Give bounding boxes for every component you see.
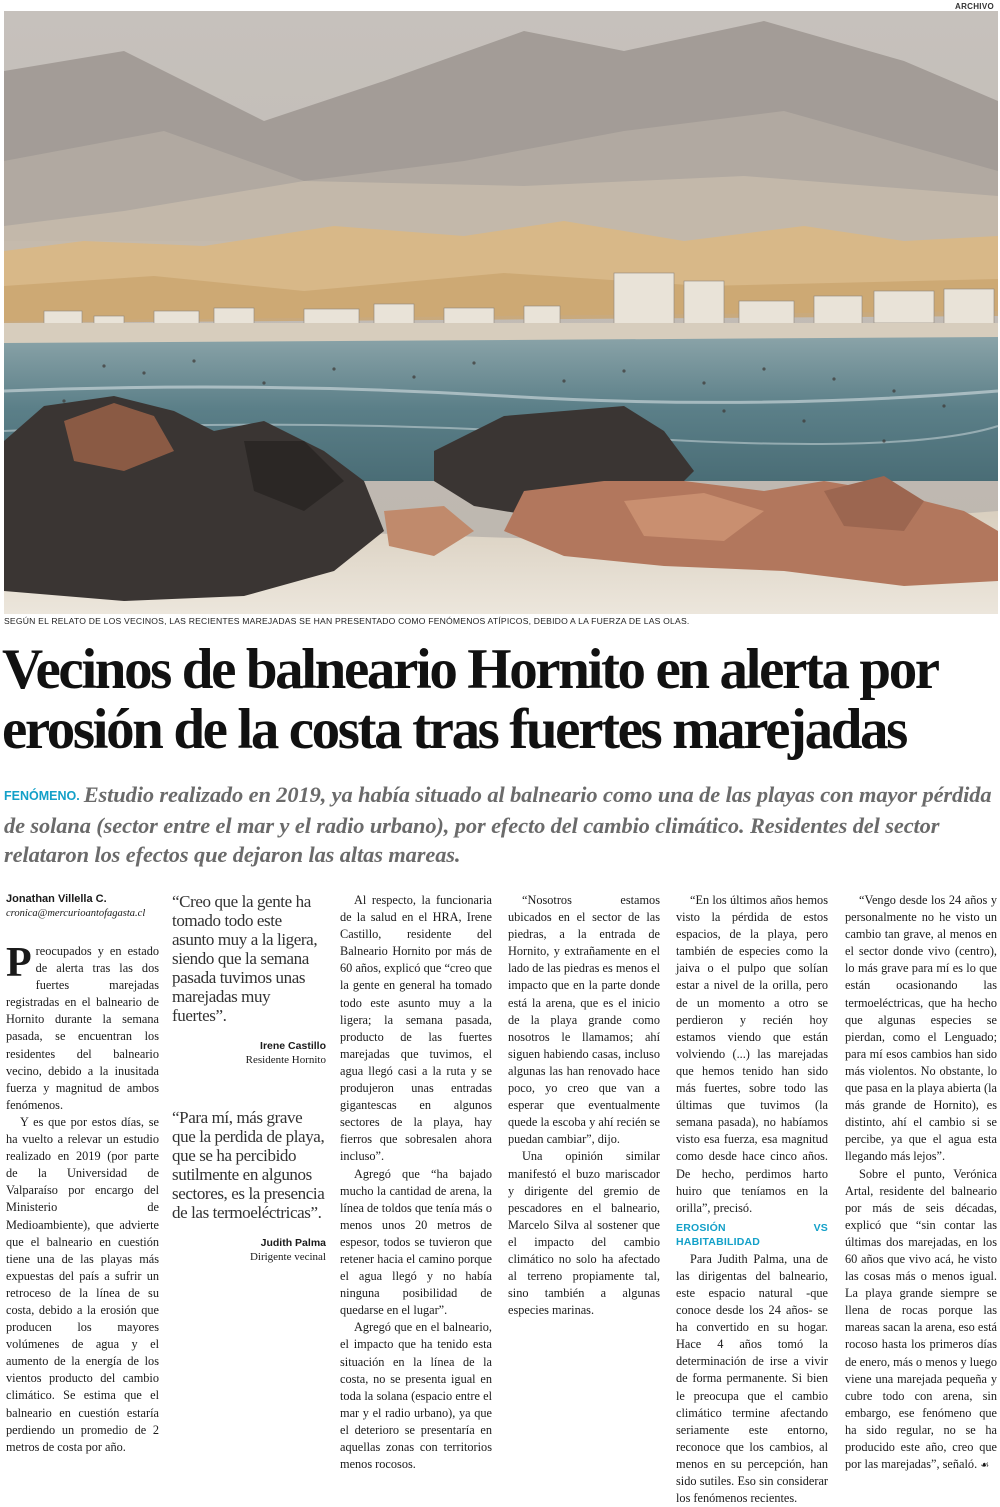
drop-cap: P [6, 940, 32, 986]
pull-quotes-column [172, 892, 326, 1265]
photo-caption: SEGÚN EL RELATO DE LOS VECINOS, LAS RECIENTES MAREJADAS SE HAN PRESENTADO COMO FENÓMENOS ATÍPICOS, DEBIDO A LA FUERZA DE LAS OLAS. [4, 616, 690, 626]
coastal-photo [4, 11, 998, 614]
paragraph: Agregó que “ha bajado mucho la cantidad de arena, la línea de toldos que tenía más o menos unos 20 metros de espesor, todos se tuvieron que retener hacia el camino porque el agua llegó y no había ninguna posibilidad de quedarse en el lugar”. [340, 1166, 492, 1318]
paragraph: “Nosotros estamos ubicados en el sector de las piedras, a la entrada de Hornito, y extrañamente en el lado de las piedras es menos el impacto que en la parte donde está la arena, que es el inicio de la playa grande como nosotros le llamamos; ahí siguen habiendo casas, incluso algunas las han renovado hace poco, yo creo que van a esperar que eventualmente quede la escoba y ahí recién se puedan cambiar”, dijo. [508, 893, 660, 1147]
headline: Vecinos de balneario Hornito en alerta por erosión de la costa tras fuertes marejadas [2, 638, 937, 761]
pull-quote-role: Residente Hornito [245, 1054, 326, 1066]
pull-quote: “Para mí, más grave que la perdida de playa, que se ha percibido sutilmente en algunos sectores, es la presencia de las termoeléctricas”. [172, 1108, 325, 1222]
pull-quote-author: Irene Castillo [260, 1040, 326, 1052]
end-mark-icon: ☙ [980, 1460, 990, 1472]
paragraph: “En los últimos años hemos visto la pérdida de estos espacios, de la playa, pero también de especies como la jaiva o el pulpo que solían estar a nivel de la orilla, pero de un momento a otro se perdieron y recién hoy estamos viendo que están volviendo (...) las marejadas que hemos tenido han sido más fuertes, sobre todo las últimas que tuvimos (la semana pasada), no habíamos visto esa fuerza, esa magnitud como desde hace cinco años. De hecho, perdimos harto huiro que teníamos en la orilla”, precisó. [676, 893, 828, 1215]
article-column-6 [845, 892, 997, 1474]
paragraph: Preocupados y en estado de alerta tras las dos fuertes marejadas registradas en el balneario de Hornito durante la semana pasada, se encuentran los residentes del balneario vecino, debido a la inusitada fuerza y magnitud de ambos fenómenos. [6, 940, 159, 1112]
article-column-5 [676, 892, 828, 1507]
section-kicker: FENÓMENO. [4, 789, 80, 803]
lead-text: Estudio realizado en 2019, ya había situado al balneario como una de las playas con mayor pérdida de solana (sector entre el mar y el radio urbano), por efecto del cambio climático. Residentes del sector relataron los efectos que dejaron las altas mareas. [4, 782, 992, 867]
beach-scene-illustration [4, 11, 998, 614]
pull-quote-role: Dirigente vecinal [249, 1251, 326, 1263]
photo-credit: ARCHIVO [955, 2, 994, 11]
paragraph: Para Judith Palma, una de las dirigentas del balneario, este espacio natural -que conoce desde los 24 años- se ha convertido en su hogar. Hace 4 años tomó la determinación de irse a vivir de forma permanente. Si bien le preocupa que el cambio climático termine afectando seriamente este entorno, reconoce que los cambios, al menos en su percepción, han sido sutiles. Eso sin considerar los fenómenos recientes. [676, 1251, 828, 1506]
paragraph: Agregó que en el balneario, el impacto que ha tenido esta situación en la línea de la costa, no se presenta igual en toda la solana (espacio entre el mar y el radio urbano), ya que el deterioro se presentaría en aquellas zonas con territorios menos rocosos. [340, 1320, 492, 1472]
pull-quote: “Creo que la gente ha tomado todo este asunto muy a la ligera, siendo que la semana pasada tuvimos unas marejadas muy fuertes”. [172, 892, 318, 1025]
byline-email[interactable]: cronica@mercurioantofagasta.cl [6, 908, 146, 919]
article-column-3 [340, 892, 492, 1473]
subheading: EROSIÓN VS HABITABILIDAD [676, 1221, 828, 1248]
pull-quote-author: Judith Palma [260, 1237, 326, 1249]
paragraph: Una opinión similar manifestó el buzo mariscador y dirigente del gremio de pescadores en el balneario, Marcelo Silva al sostener que el impacto del cambio climático no solo ha afectado al terreno propiamente tal, sino también a algunas especies marinas. [508, 1149, 660, 1318]
paragraph: Sobre el punto, Verónica Artal, residente del balneario por más de seis décadas, explicó que “sin contar las últimas dos marejadas, en los 60 años que vivo acá, he visto las cosas más o menos igual. La playa grande siempre se llena de rocas porque las mareas sacan la arena, eso está rocoso hasta los primeros días de enero, más o menos y luego viene una marejada pequeña y cubre todo con arena, sin embargo, ese fenómeno que ha sido regular, no se ha producido este año, creo que por las marejadas”, señaló. ☙ [845, 1166, 997, 1472]
paragraph: Y es que por estos días, se ha vuelto a relevar un estudio realizado en 2019 (por parte de la Universidad de Valparaíso por encargo del Ministerio de Medioambiente), que advierte que el balneario en cuestión tiene una de las playas más expuestas del país a sufrir un retroceso de la línea de su costa, debido a la erosión que producen los mayores volúmenes de agua y el aumento de la energía de los vientos producto del cambio climático. Se estima que el balneario en cuestión estaría perdiendo un promedio de 2 metros de costa por año. [6, 1114, 159, 1454]
lead-summary [4, 780, 998, 869]
article-column-4 [508, 892, 660, 1319]
paragraph: “Vengo desde los 24 años y personalmente no he visto un cambio tan grave, al menos en el sector donde vivo (centro), lo más grave para mí es lo que están ocasionando las termoeléctricas, que ha hecho que algunas especies se pierdan, como el Lenguado; para mí esos cambios han sido más violentos. No obstante, lo que pasa en la playa abierta (la más grande de Hornito), es distinto, ahí el cambio si se percibe, ya que el agua esta llegando más lejos”. [845, 893, 997, 1164]
byline-author: Jonathan Villella C. [6, 893, 107, 905]
paragraph: Al respecto, la funcionaria de la salud en el HRA, Irene Castillo, residente del Balneario Hornito por más de 60 años, explicó que “creo que la gente en general ha tomado todo este asunto muy a la ligera; la semana pasada, producto de las fuertes marejadas que tuvimos, el agua llegó casi a la ruta y se produjeron unas entradas gigantescas en algunos sectores de la playa, hay fierros que sobresalen ahora incluso”. [340, 893, 492, 1164]
article-column-1 [6, 892, 159, 1456]
